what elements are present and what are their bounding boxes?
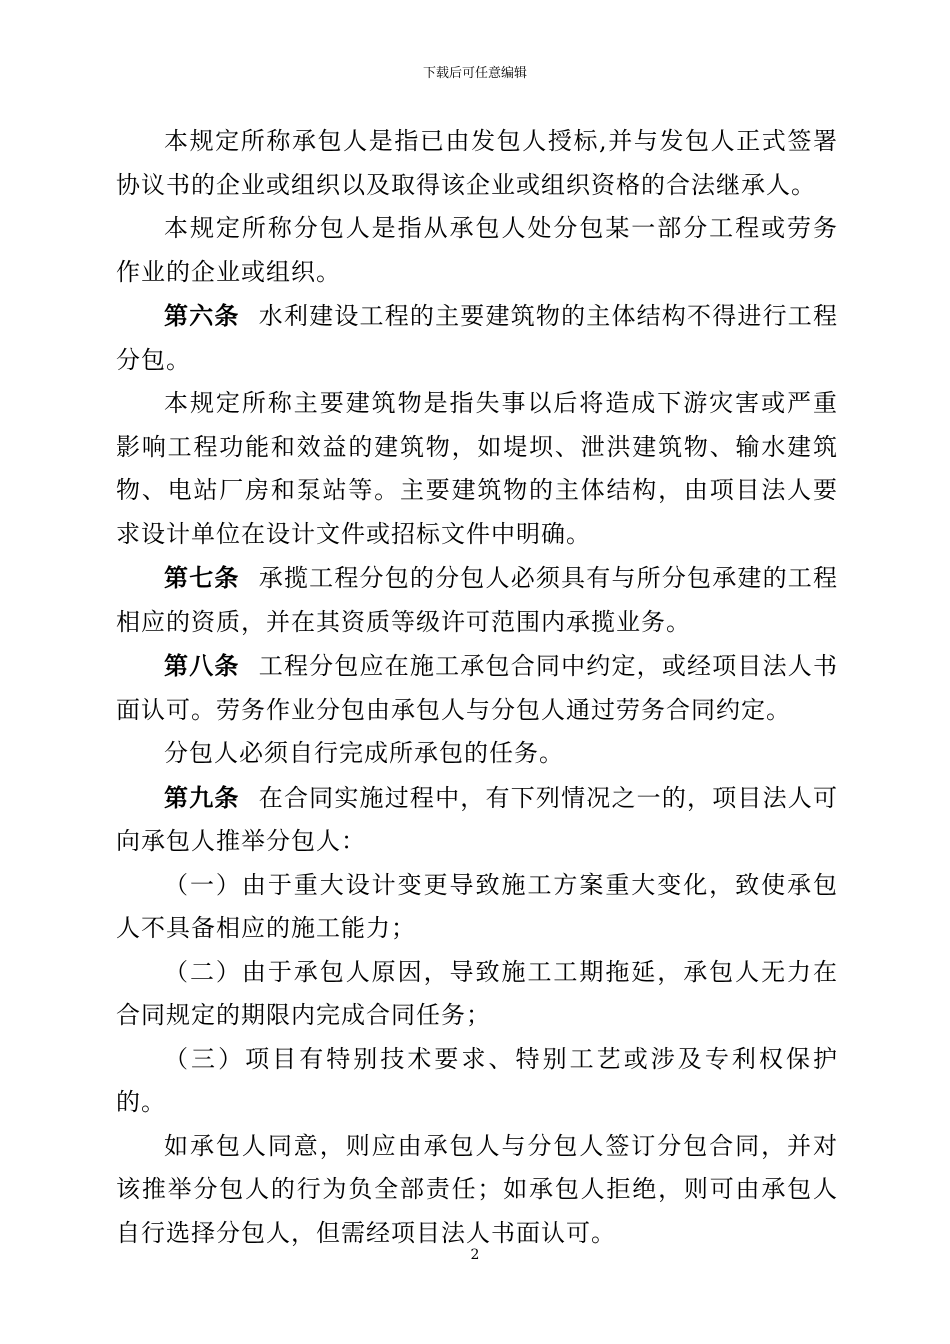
document-body [116,120,838,1255]
paragraph-text: 本规定所称分包人是指从承包人处分包某一部分工程或劳务作业的企业或组织。 [116,214,838,286]
paragraph-text: （二）由于承包人原因，导致施工工期拖延，承包人无力在合同规定的期限内完成合同任务； [116,957,838,1029]
paragraph-contractor-definition [116,120,838,207]
paragraph-text: 本规定所称承包人是指已由发包人授标,并与发包人正式签署协议书的企业或组织以及取得该企业或组织资格的合法继承人。 [116,127,838,199]
paragraph-text: 如承包人同意，则应由承包人与分包人签订分包合同，并对该推举分包人的行为负全部责任；如承包人拒绝，则可由承包人自行选择分包人，但需经项目法人书面认可。 [116,1131,838,1247]
paragraph-responsibility [116,1125,838,1256]
paragraph-text: 分包人必须自行完成所承包的任务。 [164,739,564,767]
paragraph-self-complete [116,732,838,776]
list-item-2 [116,951,838,1038]
list-item-3 [116,1038,838,1125]
paragraph-text: （三）项目有特别技术要求、特别工艺或涉及专利权保护的。 [116,1044,838,1116]
paragraph-main-building-definition [116,382,838,556]
article-6 [116,294,838,382]
article-7 [116,556,838,644]
page-header: 下载后可任意编辑 [422,66,527,81]
article-label: 第八条 [164,651,240,680]
paragraph-text: 水利建设工程的主要建筑物的主体结构不得进行工程分包。 [116,302,838,374]
article-label: 第七条 [164,563,240,592]
article-label: 第六条 [164,301,240,330]
paragraph-text: 在合同实施过程中，有下列情况之一的，项目法人可向承包人推举分包人： [116,783,838,855]
paragraph-text: 本规定所称主要建筑物是指失事以后将造成下游灾害或严重影响工程功能和效益的建筑物，如堤坝、泄洪建筑物、输水建筑物、电站厂房和泵站等。主要建筑物的主体结构，由项目法人要求设计单位在设计文件或招标文件中明确。 [116,389,838,548]
paragraph-subcontractor-definition [116,207,838,294]
paragraph-text: 工程分包应在施工承包合同中约定，或经项目法人书面认可。劳务作业分包由承包人与分包人通过劳务合同约定。 [116,652,838,724]
page-number: 2 [470,1247,480,1263]
paragraph-text: 承揽工程分包的分包人必须具有与所分包承建的工程相应的资质，并在其资质等级许可范围内承揽业务。 [116,564,838,636]
list-item-1 [116,864,838,951]
paragraph-text: （一）由于重大设计变更导致施工方案重大变化，致使承包人不具备相应的施工能力； [116,870,838,942]
article-8 [116,644,838,732]
article-9 [116,776,838,864]
article-label: 第九条 [164,782,240,812]
